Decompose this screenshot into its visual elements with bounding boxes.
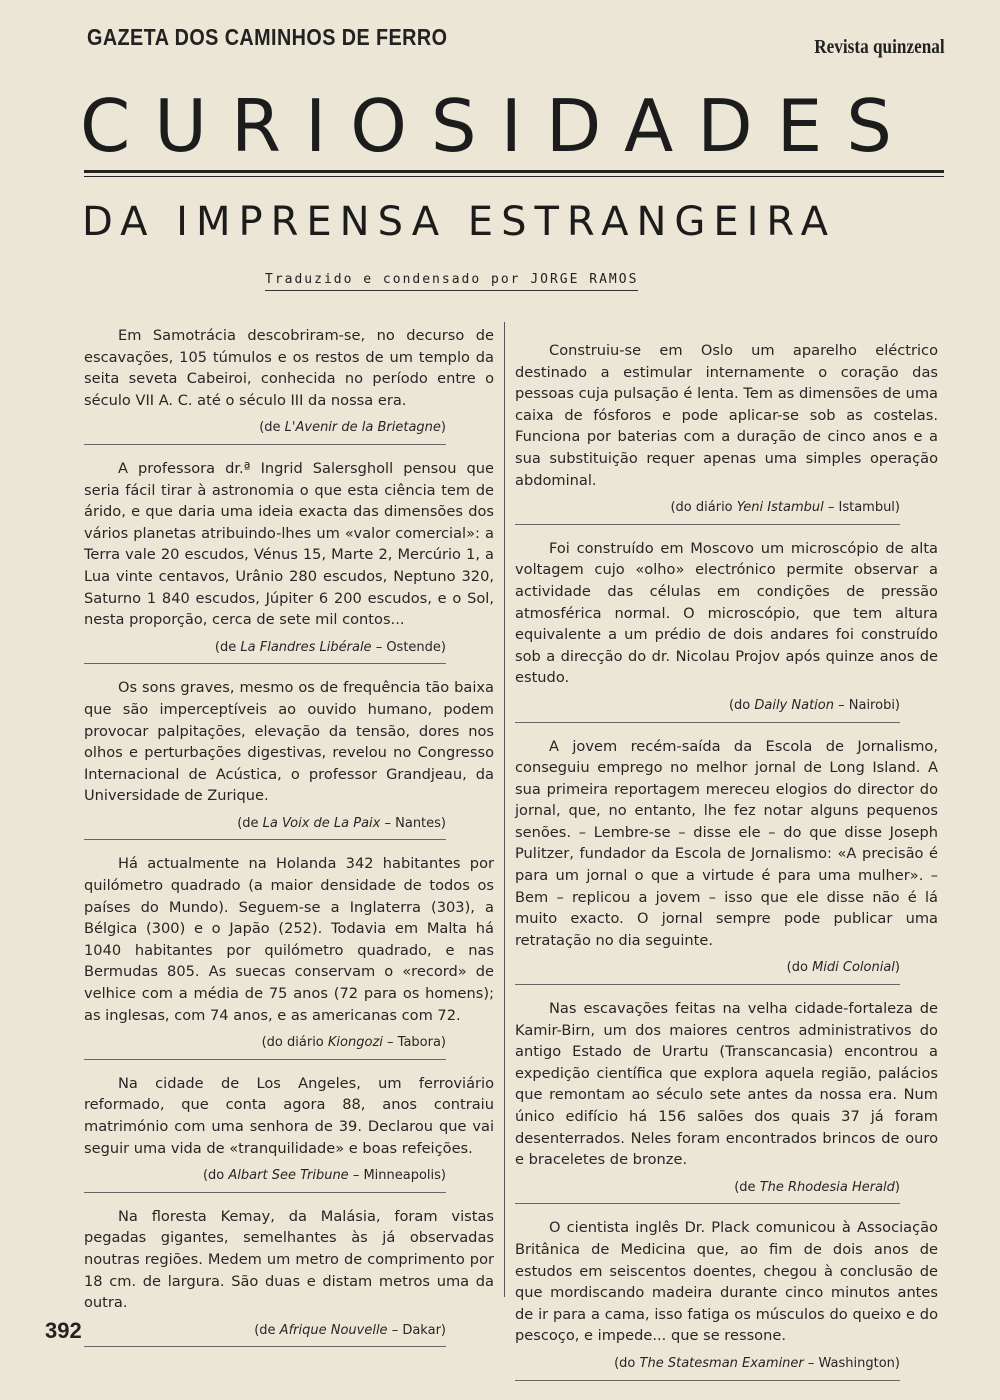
article-source xyxy=(84,417,446,445)
article xyxy=(515,340,938,525)
source-publication: La Voix de La Paix xyxy=(262,815,381,831)
article-source xyxy=(84,1320,446,1348)
source-publication: The Rhodesia Herald xyxy=(759,1179,895,1195)
article xyxy=(84,677,494,840)
source-prefix: (do xyxy=(202,1168,229,1184)
source-suffix: ) xyxy=(894,960,900,976)
source-publication: The Statesman Examiner xyxy=(639,1355,804,1371)
publication-frequency: Revista quinzenal xyxy=(814,36,945,58)
article-text: Na cidade de Los Angeles, um ferroviário reformado, que conta agora 88, anos contraiu matrimónio com uma senhora de 39. Declarou que vai seguir uma vida de «tranquilidade» e boas refeições. xyxy=(84,1074,494,1157)
source-prefix: (do diário xyxy=(670,500,737,516)
left-column xyxy=(84,325,494,1360)
source-publication: Daily Nation xyxy=(754,697,834,713)
title-rule-top xyxy=(84,170,944,173)
article xyxy=(515,736,938,986)
article-source xyxy=(515,957,900,985)
source-prefix: (de xyxy=(237,815,263,831)
source-prefix: (de xyxy=(734,1179,760,1195)
article xyxy=(515,998,938,1204)
source-publication: Afrique Nouvelle xyxy=(279,1322,388,1338)
source-suffix: – Nairobi) xyxy=(833,697,900,713)
source-suffix: ) xyxy=(894,1179,900,1195)
source-publication: Midi Colonial xyxy=(812,960,895,976)
source-publication: L'Avenir de la Brietagne xyxy=(284,420,441,436)
article-text: A jovem recém-saída da Escola de Jornalismo, conseguiu emprego no melhor jornal de Long Island. A sua primeira reportagem mereceu elogios do director do jornal, que, no entanto, lhe fez notar alguns pequenos senões. – Lembre-se – disse ele – do que disse Joseph Pulitzer, fundador da Escola de Jornalismo: «A precisão é para um jornal o que a virtude é para uma mulher». – Bem – replicou a jovem – isso que ele disse não é lá muito exacto. O jornal sempre pode publicar uma retratação no dia seguinte. xyxy=(515,737,938,949)
article xyxy=(84,1206,494,1348)
article-source xyxy=(84,637,446,665)
source-suffix: – Tabora) xyxy=(382,1035,446,1051)
page-number: 392 xyxy=(45,1318,82,1343)
article-text: Na floresta Kemay, da Malásia, foram vistas pegadas gigantes, semelhantes às já observadas noutras regiões. Medem um metro de comprimento por 18 cm. de largura. São duas e distam metros uma da outra. xyxy=(84,1207,494,1312)
page-title: CURIOSIDADES xyxy=(80,84,916,168)
article xyxy=(84,458,494,664)
source-prefix: (do xyxy=(728,697,755,713)
article-source xyxy=(84,1032,446,1060)
source-prefix: (de xyxy=(254,1322,280,1338)
article xyxy=(84,325,494,445)
source-prefix: (do diário xyxy=(261,1035,328,1051)
article-source xyxy=(515,695,900,723)
article-source xyxy=(84,1165,446,1193)
article-text: A professora dr.ª Ingrid Salersgholl pensou que seria fácil tirar à astronomia o que esta ciência tem de árido, e que daria uma ideia exacta das dimensões dos vários planetas atribuindo-lhes um «valor comercial»: a Terra vale 20 escudos, Vénus 15, Marte 2, Mercúrio 1, a Lua vinte centavos, Urânio 280 escudos, Neptuno 320, Saturno 1 840 escudos, Júpiter 6 200 escudos, e o Sol, nesta proporção, cerca de sete mil contos... xyxy=(84,459,494,629)
source-suffix: – Minneapolis) xyxy=(348,1168,446,1184)
article-text: Há actualmente na Holanda 342 habitantes por quilómetro quadrado (a maior densidade de todos os países do Mundo). Seguem-se a Inglaterra (303), a Bélgica (300) e o Japão (252). Todavia em Malta há 1040 habitantes por quilómetro quadrado, e nas Bermudas 805. As suecas conservam o «record» de velhice com a média de 75 anos (72 para os homens); as inglesas, com 74 anos, e as americanas com 72. xyxy=(84,855,494,1024)
article-text: Os sons graves, mesmo os de frequência tão baixa que são imperceptíveis ao ouvido humano, podem provocar palpitações, elevação da tensão, dores nos olhos e perturbações digestivas, revelou no Congresso Internacional de Acústica, o professor Grandjeau, da Universidade de Zurique. xyxy=(84,679,494,805)
byline: Traduzido e condensado por JORGE RAMOS xyxy=(265,272,638,291)
publication-name: GAZETA DOS CAMINHOS DE FERRO xyxy=(87,24,448,50)
source-publication: Yeni Istambul xyxy=(736,500,824,516)
article-text: Em Samotrácia descobriram-se, no decurso de escavações, 105 túmulos e os restos de um templo da seita seveta Cabeiroi, conhecida no período entre o século VII A. C. até o século III da nossa era. xyxy=(84,327,494,409)
source-publication: La Flandres Libérale xyxy=(240,639,372,655)
source-suffix: – Washington) xyxy=(803,1355,900,1371)
article-text: Nas escavações feitas na velha cidade-fortaleza de Kamir-Birn, um dos maiores centros administrativos do antigo Estado de Urartu (Transcancasia) encontrou a expedição científica que explora aquela região, palácios que remontam ao século sete antes da nossa era. Num único edifício há 156 salões dos quais 37 já foram desenterrados. Neles foram encontrados brincos de ouro e braceletes de bronze. xyxy=(515,1000,938,1169)
article-text: Foi construído em Moscovo um microscópio de alta voltagem cujo «olho» electrónico permite observar a actividade das células em condições de pressão atmosférica normal. O microscópio, que tem altura equivalente a um prédio de dois andares foi construído sob a direcção do dr. Nicolau Projov após quinze anos de estudo. xyxy=(515,539,938,687)
source-prefix: (de xyxy=(214,639,241,655)
article-source xyxy=(515,1177,900,1205)
article-source xyxy=(84,813,446,841)
page-subtitle: DA IMPRENSA ESTRANGEIRA xyxy=(82,199,836,245)
article xyxy=(84,1073,494,1193)
article xyxy=(84,853,494,1059)
source-publication: Kiongozi xyxy=(327,1035,383,1051)
article-source xyxy=(515,497,900,525)
column-divider xyxy=(504,322,505,1297)
article-source xyxy=(515,1353,900,1381)
source-suffix: ) xyxy=(440,420,446,436)
source-suffix: – Istambul) xyxy=(823,500,900,516)
article xyxy=(515,1217,938,1380)
title-rule-bottom xyxy=(84,176,944,177)
source-prefix: (do xyxy=(614,1355,640,1371)
source-suffix: – Ostende) xyxy=(371,639,446,655)
source-suffix: – Nantes) xyxy=(380,815,446,831)
source-publication: Albart See Tribune xyxy=(228,1168,349,1184)
article-text: Construiu-se em Oslo um aparelho eléctrico destinado a estimular internamente o coração das pessoas cuja pulsação é lenta. Tem as dimensões de uma caixa de fósforos e pode aplicar-se sob as costelas. Funciona por baterias com a duração de cinco anos e a sua substituição requer apenas uma simples operação abdominal. xyxy=(515,342,938,489)
article-text: O cientista inglês Dr. Plack comunicou à Associação Britânica de Medicina que, ao fim de dois anos de estudos em seiscentos doentes, chegou à conclusão de que mordiscando madeira durante cinco minutos antes de ir para a cama, isso fatiga os músculos do queixo e do pescoço, e impede... que se ressone. xyxy=(515,1219,938,1345)
right-column xyxy=(515,340,938,1394)
source-suffix: – Dakar) xyxy=(387,1322,446,1338)
source-prefix: (de xyxy=(259,420,285,436)
article xyxy=(515,538,938,723)
source-prefix: (do xyxy=(786,960,813,976)
